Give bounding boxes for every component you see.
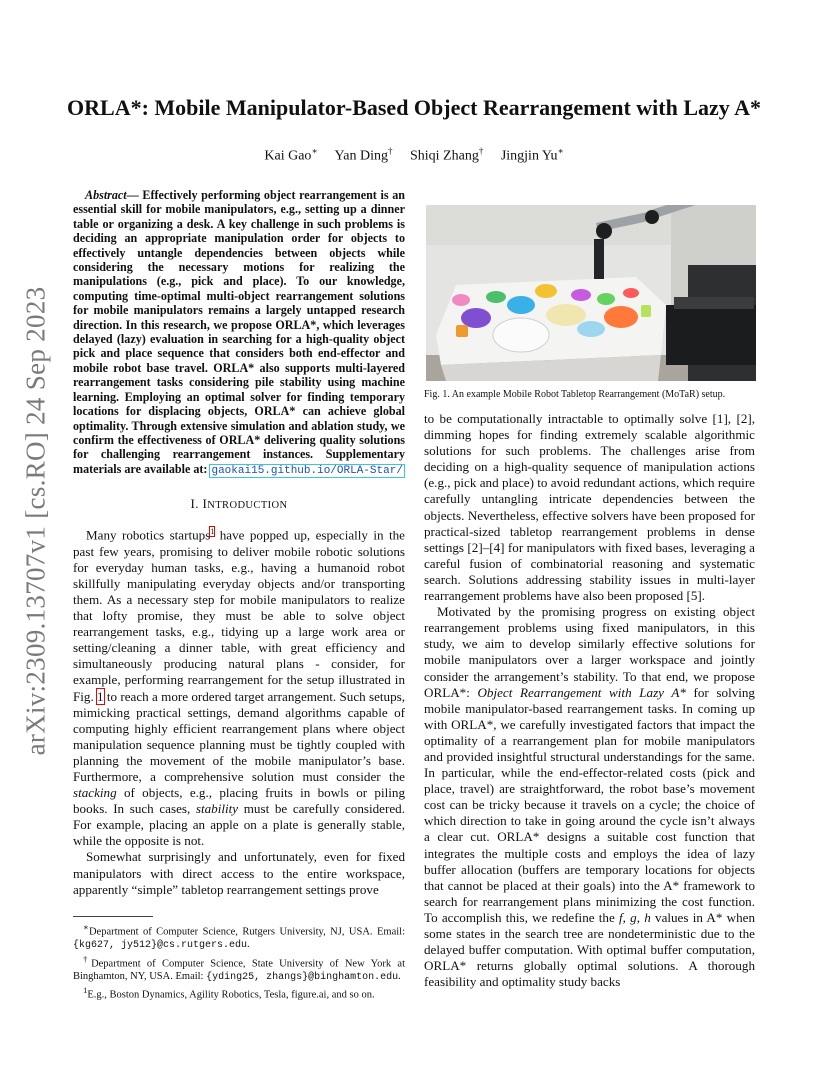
footnote: †Department of Computer Science, State University of New York at Binghamton, NY, USA. Email: {yding25, zhangs}@binghamton.edu. [73, 953, 405, 983]
author-name: Yan Ding [334, 148, 388, 164]
author-name: Shiqi Zhang [409, 148, 479, 164]
abstract-label: Abstract [85, 188, 127, 202]
author-affiliation-mark: † [387, 146, 393, 156]
right-column [424, 411, 755, 990]
author-name: Kai Gao [264, 148, 312, 164]
arxiv-identifier: arXiv:2309.13707v1 [cs.RO] 24 Sep 2023 [20, 286, 51, 756]
supplementary-link[interactable]: gaokai15.github.io/ORLA-Star/ [211, 464, 403, 477]
footnote: ∗Department of Computer Science, Rutgers University, NJ, USA. Email: {kg627, jy512}@cs.rutgers.edu. [73, 922, 405, 952]
left-column [73, 188, 405, 898]
section-heading-introduction: I. INTRODUCTION [190, 496, 288, 512]
author-affiliation-mark: † [478, 146, 484, 156]
figure-1-caption: Fig. 1. An example Mobile Robot Tabletop Rearrangement (MoTaR) setup. [424, 389, 726, 400]
footnote-link[interactable]: 1 [210, 527, 215, 537]
author-affiliation-mark: ∗ [557, 146, 564, 156]
arxiv-sidebar-stamp [14, 286, 58, 756]
intro-paragraph-1: Many robotics startups$^1$ have popped up, especially in the past few years, promising to deliver mobile robotic solutions for everyday human tasks, e.g., having a humanoid robot skillfully manipulating everyday objects and/or transporting them. As a necessary step for mobile manipulators to realize that lofty promise, they must be able to solve object rearrangement tasks, e.g., tidying up a large work area or setting/cleaning a dinner table, with great efficiency and simultaneously producing natural plans - consider, for example, performing rearrangement for the setup illustrated in Fig. 1 to reach a more ordered target arrangement. Such setups, mimicking practical settings, demand algorithms capable of computing highly efficient rearrangement plans where object manipulation sequence planning must be tightly coupled with planning the movement of the mobile manipulator’s base. Furthermore, a comprehensive solution must consider the stacking of objects, e.g., placing fruits in bowls or piling books. In such cases, stability must be carefully considered. For example, placing an apple on a plate is generally stable, while the opposite is not. [73, 527, 406, 849]
footnote: $^1$E.g., Boston Dynamics, Agility Robotics, Tesla, figure.ai, and so on. [83, 985, 375, 1001]
intro-paragraph-4: Motivated by the promising progress on existing object rearrangement problems using fixed manipulators, in this study, we aim to develop similarly effective solutions for mobile manipulators over a larger workspace and jointly consider the arrangement’s stability. To that end, we propose ORLA*: Object Rearrangement with Lazy A* for solving mobile manipulator-based rearrangement tasks. In coming up with ORLA*, we carefully investigated factors that impact the optimality of a rearrangement plan for mobile manipulators and provided insightful structural understandings for the same. In particular, while the end-effector-related costs (pick and place, travel) are straightforward, the robot base’s movement cost can be tricky because it travels on a cycle; the choice of which direction to take in going around the cycle isn’t always a clear cut. ORLA* designs a suitable cost function that integrates the multiple costs and employs the idea of lazy buffer allocation (buffers are temporary locations for objects that cannot be placed at their goals) into the A* framework to search for rearrangement plans minimizing the cost function. To accomplish this, we redefine the f, g, h values in A* when some states in the search tree are nondeterministic due to the delayed buffer computation. With optimal buffer computation, ORLA* returns globally optimal solutions. A thorough feasibility and optimality study backs [424, 604, 756, 990]
intro-paragraph-2: Somewhat surprisingly and unfortunately, even for fixed manipulators with direct access to the entire workspace, apparently “simple” tabletop rearrangement settings prove [73, 849, 405, 897]
author-affiliation-mark: ∗ [311, 146, 318, 156]
footnote-divider [73, 916, 153, 917]
abstract [73, 188, 405, 478]
figure-link[interactable]: 1 [97, 688, 104, 704]
paper-title: ORLA*: Mobile Manipulator-Based Object Rearrangement with Lazy A* [67, 95, 761, 120]
author-list [60, 146, 768, 165]
intro-paragraph-3: to be computationally intractable to optimally solve [1], [2], dimming hopes for finding extremely scalable algorithmic solutions for such problems. The challenges arise from deciding on a high-quality sequence of manipulation actions (e.g., pick and place) to avoid redundant actions, which require carefully untangling intricate dependencies between the objects. Nevertheless, effective solvers have been proposed for practical-sized tabletop rearrangement problems in dense settings [2]–[4] for manipulators with fixed bases, leveraging a careful fusion of combinatorial reasoning and systematic search. Solutions addressing stability issues in multi-layer rearrangement problems have also been proposed [5]. [424, 411, 755, 604]
author-name: Jingjin Yu [500, 148, 558, 164]
robot-tabletop-photo [426, 205, 756, 381]
figure-1-photo [426, 205, 756, 381]
abstract-body: — Effectively performing object rearrangement is an essential skill for mobile manipulators, e.g., setting up a dinner table or organizing a desk. A key challenge in such problems is deciding an appropriate manipulation order for objects to effectively untangle dependencies between objects while considering the necessary motions for realizing the manipulations (e.g., pick and place). To our knowledge, computing time-optimal multi-object rearrangement solutions for mobile manipulators remains a largely untapped research direction. In this research, we propose ORLA*, which leverages delayed (lazy) evaluation in searching for a high-quality object pick and place sequence that considers both end-effector and mobile robot base travel. ORLA* also supports multi-layered rearrangement tasks considering pile stability using machine learning. Employing an optimal solver for finding temporary locations for displacing objects, ORLA* can achieve global optimality. Through extensive simulation and ablation study, we confirm the effectiveness of ORLA* delivering quality solutions for challenging rearrangement instances. Supplementary materials are available at: [73, 188, 405, 476]
footnotes [73, 916, 405, 1002]
